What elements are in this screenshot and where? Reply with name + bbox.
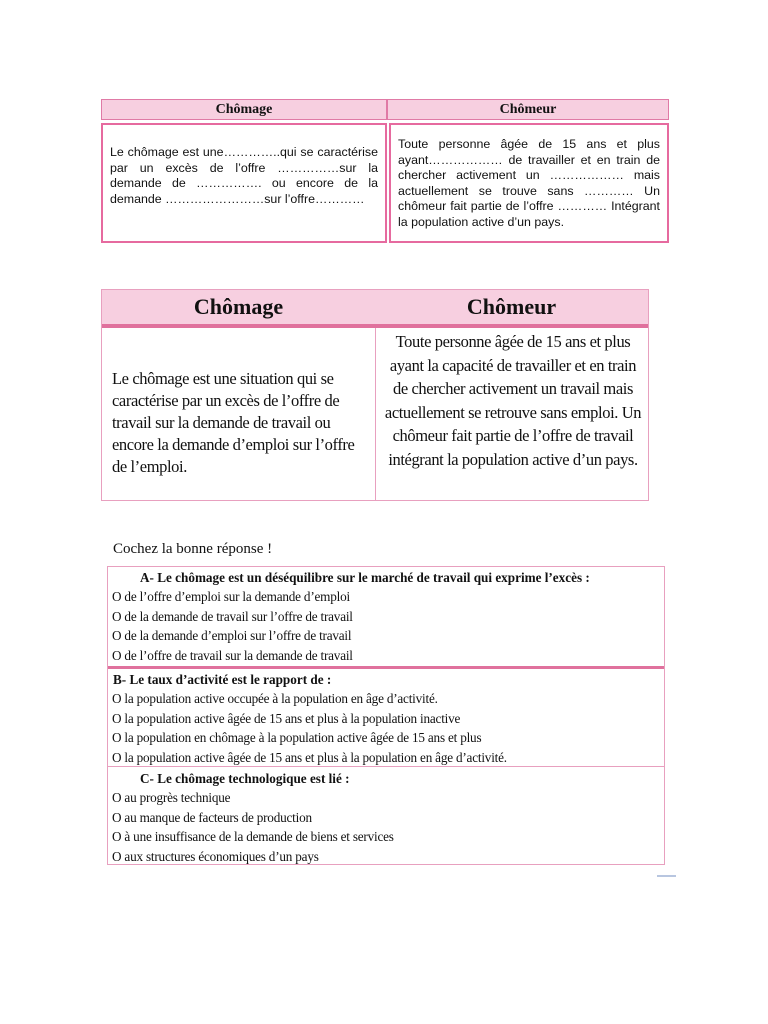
- option-b4[interactable]: O la population active âgée de 15 ans et plus à la population en âge d’activité.: [112, 749, 507, 765]
- question-b-text: B- Le taux d’activité est le rapport de :: [113, 672, 332, 687]
- header-chomage: Chômage: [102, 290, 376, 324]
- chomeur-definition-blank: Toute personne âgée de 15 ans et plus ayant……………… de travailler et en train de chercher activement un ……………… mais actuellement se trouve sans ………… Un chômeur fait partie de l’offre ………… Intégrant la population active d’un pays.: [389, 123, 669, 243]
- section-separator: [108, 666, 664, 669]
- question-c-text: C- Le chômage technologique est lié :: [140, 771, 350, 786]
- fill-in-table: [101, 99, 669, 243]
- question-a-text: A- Le chômage est un déséquilibre sur le marché de travail qui exprime l’excès :: [140, 570, 590, 585]
- option-a1[interactable]: O de l’offre d’emploi sur la demande d’emploi: [112, 589, 350, 604]
- chomage-definition-blank: Le chômage est une…………..qui se caractérise par un excès de l’offre ……………sur la demande de ……………. ou encore de la demande ……………………sur l’offre…………: [101, 123, 387, 243]
- question-a: [108, 569, 664, 665]
- header-chomeur: Chômeur: [375, 290, 648, 324]
- option-b1[interactable]: O la population active occupée à la population en âge d’activité.: [112, 691, 438, 706]
- question-c: [108, 770, 664, 866]
- option-b2[interactable]: O la population active âgée de 15 ans et plus à la population inactive: [112, 710, 461, 726]
- option-c3[interactable]: O à une insuffisance de la demande de biens et services: [112, 829, 394, 844]
- chomage-definition: Le chômage est une situation qui se caractérise par un excès de l’offre de travail sur la demande de travail ou encore la demande d’emploi sur l’offre de l’emploi.: [112, 369, 355, 476]
- option-a2[interactable]: O de la demande de travail sur l’offre de travail: [112, 608, 353, 624]
- header-chomeur: Chômeur: [387, 99, 669, 120]
- option-a4[interactable]: O de l’offre de travail sur la demande de travail: [112, 647, 353, 663]
- column-divider: [375, 328, 376, 500]
- decorative-mark: [657, 875, 676, 877]
- chomeur-definition: Toute personne âgée de 15 ans et plus ayant la capacité de travailler et en train de chercher activement un travail mais actuellement se retrouve sans emploi. Un chômeur fait partie de l’offre de travail intégrant la population active d’un pays.: [384, 332, 642, 469]
- option-a3[interactable]: O de la demande d’emploi sur l’offre de travail: [112, 628, 352, 643]
- option-b3[interactable]: O la population en chômage à la population active âgée de 15 ans et plus: [112, 730, 482, 745]
- quiz-box: [107, 566, 665, 865]
- quiz-title: Cochez la bonne réponse !: [113, 541, 273, 557]
- question-b: [108, 671, 664, 767]
- option-c4[interactable]: O aux structures économiques d’un pays: [112, 848, 319, 864]
- option-c1[interactable]: O au progrès technique: [112, 790, 231, 805]
- section-separator: [108, 766, 664, 767]
- header-chomage: Chômage: [101, 99, 387, 120]
- answer-table: [101, 289, 649, 501]
- option-c2[interactable]: O au manque de facteurs de production: [112, 809, 312, 825]
